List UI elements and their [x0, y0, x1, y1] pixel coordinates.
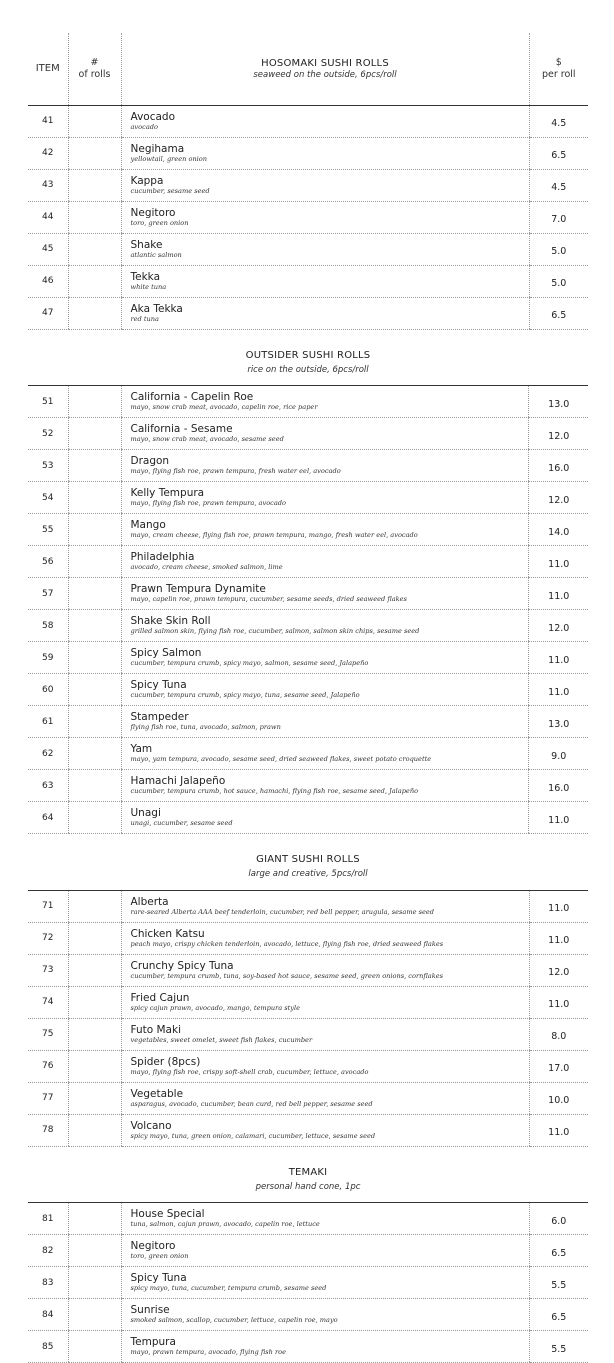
item-number: 64	[28, 802, 68, 834]
item-ingredients: smoked salmon, scallop, cucumber, lettuce, capelin roe, mayo	[131, 1316, 529, 1325]
item-price: 9.0	[529, 738, 588, 770]
rolls-quantity-cell	[68, 1331, 121, 1363]
rolls-quantity-cell	[68, 674, 121, 706]
item-ingredients: mayo, flying fish roe, prawn tempura, fresh water eel, avocado	[131, 467, 529, 476]
item-number: 61	[28, 706, 68, 738]
item-number: 59	[28, 642, 68, 674]
menu-item-row	[28, 610, 588, 642]
section-header	[121, 33, 529, 105]
item-description-cell	[121, 546, 529, 578]
menu-item-row	[28, 674, 588, 706]
rolls-quantity-cell	[68, 514, 121, 546]
item-ingredients: spicy mayo, tuna, cucumber, tempura crumb, sesame seed	[131, 1284, 529, 1293]
item-price: 5.0	[529, 265, 588, 297]
item-ingredients: white tuna	[131, 283, 529, 292]
item-name: Spicy Tuna	[131, 679, 529, 691]
menu-item-row	[28, 770, 588, 802]
item-ingredients: mayo, capelin roe, prawn tempura, cucumber, sesame seeds, dried seaweed flakes	[131, 595, 529, 604]
section-title: GIANT SUSHI ROLLS	[28, 853, 588, 866]
price-symbol-label: $	[530, 57, 589, 69]
rolls-quantity-cell	[68, 610, 121, 642]
item-number: 63	[28, 770, 68, 802]
item-description-cell	[121, 1203, 529, 1235]
item-number: 73	[28, 954, 68, 986]
item-ingredients: spicy cajun prawn, avocado, mango, tempura style	[131, 1004, 529, 1013]
item-price: 11.0	[529, 986, 588, 1018]
menu-item-row	[28, 1082, 588, 1114]
rolls-quantity-cell	[68, 386, 121, 418]
item-description-cell	[121, 802, 529, 834]
item-description-cell	[121, 169, 529, 201]
menu-section	[28, 33, 588, 330]
item-description-cell	[121, 1114, 529, 1146]
rolls-quantity-cell	[68, 169, 121, 201]
menu-item-row	[28, 514, 588, 546]
item-price: 6.0	[529, 1203, 588, 1235]
item-name: Chicken Katsu	[131, 928, 529, 940]
item-price: 4.5	[529, 105, 588, 137]
item-description-cell	[121, 954, 529, 986]
item-name: Spicy Tuna	[131, 1272, 529, 1284]
item-price: 11.0	[529, 1114, 588, 1146]
price-column-header	[529, 33, 588, 105]
item-price: 11.0	[529, 642, 588, 674]
rolls-quantity-cell	[68, 738, 121, 770]
rolls-quantity-cell	[68, 105, 121, 137]
rolls-quantity-cell	[68, 418, 121, 450]
item-number: 56	[28, 546, 68, 578]
item-number: 74	[28, 986, 68, 1018]
item-ingredients: atlantic salmon	[131, 251, 529, 260]
item-price: 5.0	[529, 233, 588, 265]
item-number: 77	[28, 1082, 68, 1114]
item-description-cell	[121, 265, 529, 297]
item-name: Kelly Tempura	[131, 487, 529, 499]
item-description-cell	[121, 201, 529, 233]
item-description-cell	[121, 610, 529, 642]
item-price: 10.0	[529, 1082, 588, 1114]
menu-item-row	[28, 1050, 588, 1082]
menu-item-row	[28, 1018, 588, 1050]
menu-item-row	[28, 1114, 588, 1146]
rolls-quantity-cell	[68, 1299, 121, 1331]
item-number: 42	[28, 137, 68, 169]
item-price: 13.0	[529, 386, 588, 418]
menu-item-row	[28, 578, 588, 610]
item-name: Stampeder	[131, 711, 529, 723]
item-ingredients: unagi, cucumber, sesame seed	[131, 819, 529, 828]
item-name: Negitoro	[131, 1240, 529, 1252]
item-name: House Special	[131, 1208, 529, 1220]
item-description-cell	[121, 450, 529, 482]
item-name: Shake Skin Roll	[131, 615, 529, 627]
menu-item-row	[28, 922, 588, 954]
item-description-cell	[121, 297, 529, 329]
menu-item-row	[28, 297, 588, 329]
item-name: Aka Tekka	[131, 303, 529, 315]
item-description-cell	[121, 233, 529, 265]
item-number: 46	[28, 265, 68, 297]
item-name: Mango	[131, 519, 529, 531]
item-name: Volcano	[131, 1120, 529, 1132]
item-ingredients: mayo, prawn tempura, avocado, flying fish roe	[131, 1348, 529, 1357]
rolls-quantity-cell	[68, 1050, 121, 1082]
item-number: 45	[28, 233, 68, 265]
item-number: 72	[28, 922, 68, 954]
item-description-cell	[121, 770, 529, 802]
item-price: 11.0	[529, 890, 588, 922]
item-column-header: ITEM	[28, 33, 68, 105]
section-title: HOSOMAKI SUSHI ROLLS	[122, 57, 529, 70]
item-description-cell	[121, 514, 529, 546]
item-name: California - Capelin Roe	[131, 391, 529, 403]
item-ingredients: yellowtail, green onion	[131, 155, 529, 164]
item-name: Tekka	[131, 271, 529, 283]
item-price: 17.0	[529, 1050, 588, 1082]
menu-item-row	[28, 738, 588, 770]
item-description-cell	[121, 105, 529, 137]
item-ingredients: cucumber, sesame seed	[131, 187, 529, 196]
item-description-cell	[121, 137, 529, 169]
item-name: Shake	[131, 239, 529, 251]
item-ingredients: mayo, yam tempura, avocado, sesame seed, dried seaweed flakes, sweet potato croquette	[131, 755, 529, 764]
item-ingredients: cucumber, tempura crumb, spicy mayo, salmon, sesame seed, Jalapeño	[131, 659, 529, 668]
section-subtitle: large and creative, 5pcs/roll	[28, 869, 588, 880]
menu-item-row	[28, 986, 588, 1018]
section-header	[28, 340, 588, 386]
item-price: 6.5	[529, 297, 588, 329]
item-price: 7.0	[529, 201, 588, 233]
rolls-quantity-cell	[68, 802, 121, 834]
menu-item-row	[28, 233, 588, 265]
sushi-menu	[28, 33, 588, 1363]
rolls-quantity-cell	[68, 1114, 121, 1146]
item-number: 84	[28, 1299, 68, 1331]
item-description-cell	[121, 1235, 529, 1267]
menu-item-row	[28, 546, 588, 578]
item-name: Kappa	[131, 175, 529, 187]
rolls-column-header	[68, 33, 121, 105]
item-price: 5.5	[529, 1267, 588, 1299]
menu-item-row	[28, 1267, 588, 1299]
item-price: 12.0	[529, 418, 588, 450]
rolls-quantity-cell	[68, 482, 121, 514]
item-description-cell	[121, 674, 529, 706]
item-ingredients: avocado, cream cheese, smoked salmon, lime	[131, 563, 529, 572]
item-ingredients: red tuna	[131, 315, 529, 324]
item-name: Vegetable	[131, 1088, 529, 1100]
item-name: Philadelphia	[131, 551, 529, 563]
item-name: Hamachi Jalapeño	[131, 775, 529, 787]
item-description-cell	[121, 1050, 529, 1082]
item-description-cell	[121, 922, 529, 954]
menu-item-row	[28, 169, 588, 201]
item-number: 54	[28, 482, 68, 514]
item-number: 57	[28, 578, 68, 610]
item-ingredients: peach mayo, crispy chicken tenderloin, avocado, lettuce, flying fish roe, dried seaweed flakes	[131, 940, 529, 949]
item-name: Alberta	[131, 896, 529, 908]
item-number: 44	[28, 201, 68, 233]
section-title: TEMAKI	[28, 1166, 588, 1179]
rolls-quantity-cell	[68, 546, 121, 578]
menu-item-row	[28, 201, 588, 233]
item-price: 16.0	[529, 450, 588, 482]
menu-item-row	[28, 1331, 588, 1363]
section-subtitle: rice on the outside, 6pcs/roll	[28, 365, 588, 376]
item-number: 71	[28, 890, 68, 922]
item-ingredients: vegetables, sweet omelet, sweet fish flakes, cucumber	[131, 1036, 529, 1045]
price-per-label: per roll	[530, 69, 589, 81]
item-name: Spicy Salmon	[131, 647, 529, 659]
section-subtitle: personal hand cone, 1pc	[28, 1182, 588, 1193]
menu-section	[28, 1157, 588, 1363]
rolls-quantity-cell	[68, 201, 121, 233]
item-name: Futo Maki	[131, 1024, 529, 1036]
menu-section	[28, 340, 588, 835]
item-number: 43	[28, 169, 68, 201]
item-price: 4.5	[529, 169, 588, 201]
item-price: 6.5	[529, 1299, 588, 1331]
item-number: 75	[28, 1018, 68, 1050]
item-name: California - Sesame	[131, 423, 529, 435]
item-name: Negihama	[131, 143, 529, 155]
section-subtitle: seaweed on the outside, 6pcs/roll	[122, 70, 529, 81]
item-number: 55	[28, 514, 68, 546]
rolls-quantity-cell	[68, 1018, 121, 1050]
menu-item-row	[28, 418, 588, 450]
item-description-cell	[121, 482, 529, 514]
item-ingredients: flying fish roe, tuna, avocado, salmon, prawn	[131, 723, 529, 732]
rolls-quantity-cell	[68, 1267, 121, 1299]
item-price: 11.0	[529, 546, 588, 578]
item-ingredients: avocado	[131, 123, 529, 132]
item-description-cell	[121, 578, 529, 610]
item-name: Yam	[131, 743, 529, 755]
item-price: 8.0	[529, 1018, 588, 1050]
item-name: Spider (8pcs)	[131, 1056, 529, 1068]
item-number: 76	[28, 1050, 68, 1082]
item-ingredients: cucumber, tempura crumb, spicy mayo, tuna, sesame seed, Jalapeño	[131, 691, 529, 700]
item-ingredients: spicy mayo, tuna, green onion, calamari, cucumber, lettuce, sesame seed	[131, 1132, 529, 1141]
menu-item-row	[28, 450, 588, 482]
item-description-cell	[121, 1299, 529, 1331]
rolls-quantity-cell	[68, 1235, 121, 1267]
item-number: 82	[28, 1235, 68, 1267]
menu-item-row	[28, 1203, 588, 1235]
item-ingredients: mayo, snow crab meat, avocado, capelin roe, rice paper	[131, 403, 529, 412]
item-number: 62	[28, 738, 68, 770]
item-name: Crunchy Spicy Tuna	[131, 960, 529, 972]
item-number: 53	[28, 450, 68, 482]
menu-item-row	[28, 105, 588, 137]
section-header	[28, 1157, 588, 1203]
item-description-cell	[121, 1331, 529, 1363]
item-name: Prawn Tempura Dynamite	[131, 583, 529, 595]
item-price: 12.0	[529, 954, 588, 986]
rolls-quantity-cell	[68, 706, 121, 738]
item-price: 11.0	[529, 674, 588, 706]
menu-section	[28, 844, 588, 1147]
item-number: 60	[28, 674, 68, 706]
rolls-quantity-cell	[68, 954, 121, 986]
item-price: 11.0	[529, 802, 588, 834]
item-name: Tempura	[131, 1336, 529, 1348]
item-price: 5.5	[529, 1331, 588, 1363]
item-ingredients: toro, green onion	[131, 219, 529, 228]
menu-item-row	[28, 706, 588, 738]
menu-item-row	[28, 954, 588, 986]
item-price: 12.0	[529, 610, 588, 642]
item-description-cell	[121, 642, 529, 674]
menu-item-row	[28, 265, 588, 297]
menu-item-row	[28, 802, 588, 834]
item-name: Avocado	[131, 111, 529, 123]
rolls-quantity-cell	[68, 265, 121, 297]
section-title: OUTSIDER SUSHI ROLLS	[28, 349, 588, 362]
item-price: 6.5	[529, 137, 588, 169]
rolls-quantity-cell	[68, 642, 121, 674]
item-ingredients: cucumber, tempura crumb, hot sauce, hamachi, flying fish roe, sesame seed, Jalapeño	[131, 787, 529, 796]
rolls-quantity-cell	[68, 922, 121, 954]
item-price: 12.0	[529, 482, 588, 514]
item-price: 16.0	[529, 770, 588, 802]
item-number: 47	[28, 297, 68, 329]
rolls-of-label: of rolls	[69, 69, 121, 81]
menu-item-row	[28, 482, 588, 514]
item-ingredients: tuna, salmon, cajun prawn, avocado, capelin roe, lettuce	[131, 1220, 529, 1229]
item-price: 11.0	[529, 922, 588, 954]
item-ingredients: mayo, flying fish roe, crispy soft-shell crab, cucumber, lettuce, avocado	[131, 1068, 529, 1077]
item-description-cell	[121, 1018, 529, 1050]
item-number: 41	[28, 105, 68, 137]
rolls-quantity-cell	[68, 578, 121, 610]
item-name: Dragon	[131, 455, 529, 467]
item-description-cell	[121, 386, 529, 418]
item-name: Fried Cajun	[131, 992, 529, 1004]
rolls-quantity-cell	[68, 1203, 121, 1235]
item-number: 85	[28, 1331, 68, 1363]
item-price: 14.0	[529, 514, 588, 546]
menu-item-row	[28, 1235, 588, 1267]
menu-item-row	[28, 137, 588, 169]
rolls-quantity-cell	[68, 450, 121, 482]
item-ingredients: asparagus, avocado, cucumber, bean curd, red bell pepper, sesame seed	[131, 1100, 529, 1109]
rolls-quantity-cell	[68, 890, 121, 922]
item-description-cell	[121, 418, 529, 450]
item-name: Sunrise	[131, 1304, 529, 1316]
item-number: 51	[28, 386, 68, 418]
menu-item-row	[28, 890, 588, 922]
item-price: 6.5	[529, 1235, 588, 1267]
rolls-quantity-cell	[68, 297, 121, 329]
item-price: 13.0	[529, 706, 588, 738]
item-ingredients: mayo, cream cheese, flying fish roe, prawn tempura, mango, fresh water eel, avocado	[131, 531, 529, 540]
item-number: 83	[28, 1267, 68, 1299]
item-description-cell	[121, 706, 529, 738]
menu-item-row	[28, 386, 588, 418]
item-number: 52	[28, 418, 68, 450]
item-number: 81	[28, 1203, 68, 1235]
section-header	[28, 844, 588, 890]
item-description-cell	[121, 1082, 529, 1114]
rolls-quantity-cell	[68, 986, 121, 1018]
rolls-quantity-cell	[68, 233, 121, 265]
item-ingredients: rare-seared Alberta AAA beef tenderloin, cucumber, red bell pepper, arugula, sesame seed	[131, 908, 529, 917]
item-description-cell	[121, 986, 529, 1018]
item-number: 78	[28, 1114, 68, 1146]
item-name: Unagi	[131, 807, 529, 819]
rolls-quantity-cell	[68, 1082, 121, 1114]
menu-item-row	[28, 642, 588, 674]
rolls-quantity-cell	[68, 137, 121, 169]
item-number: 58	[28, 610, 68, 642]
item-description-cell	[121, 890, 529, 922]
item-name: Negitoro	[131, 207, 529, 219]
rolls-hash-label: #	[69, 57, 121, 69]
rolls-quantity-cell	[68, 770, 121, 802]
menu-item-row	[28, 1299, 588, 1331]
item-ingredients: grilled salmon skin, flying fish roe, cucumber, salmon, salmon skin chips, sesame seed	[131, 627, 529, 636]
item-ingredients: mayo, flying fish roe, prawn tempura, avocado	[131, 499, 529, 508]
item-description-cell	[121, 1267, 529, 1299]
item-ingredients: cucumber, tempura crumb, tuna, soy-based hot sauce, sesame seed, green onions, cornflakes	[131, 972, 529, 981]
item-ingredients: toro, green onion	[131, 1252, 529, 1261]
item-ingredients: mayo, snow crab meat, avocado, sesame seed	[131, 435, 529, 444]
item-description-cell	[121, 738, 529, 770]
item-price: 11.0	[529, 578, 588, 610]
